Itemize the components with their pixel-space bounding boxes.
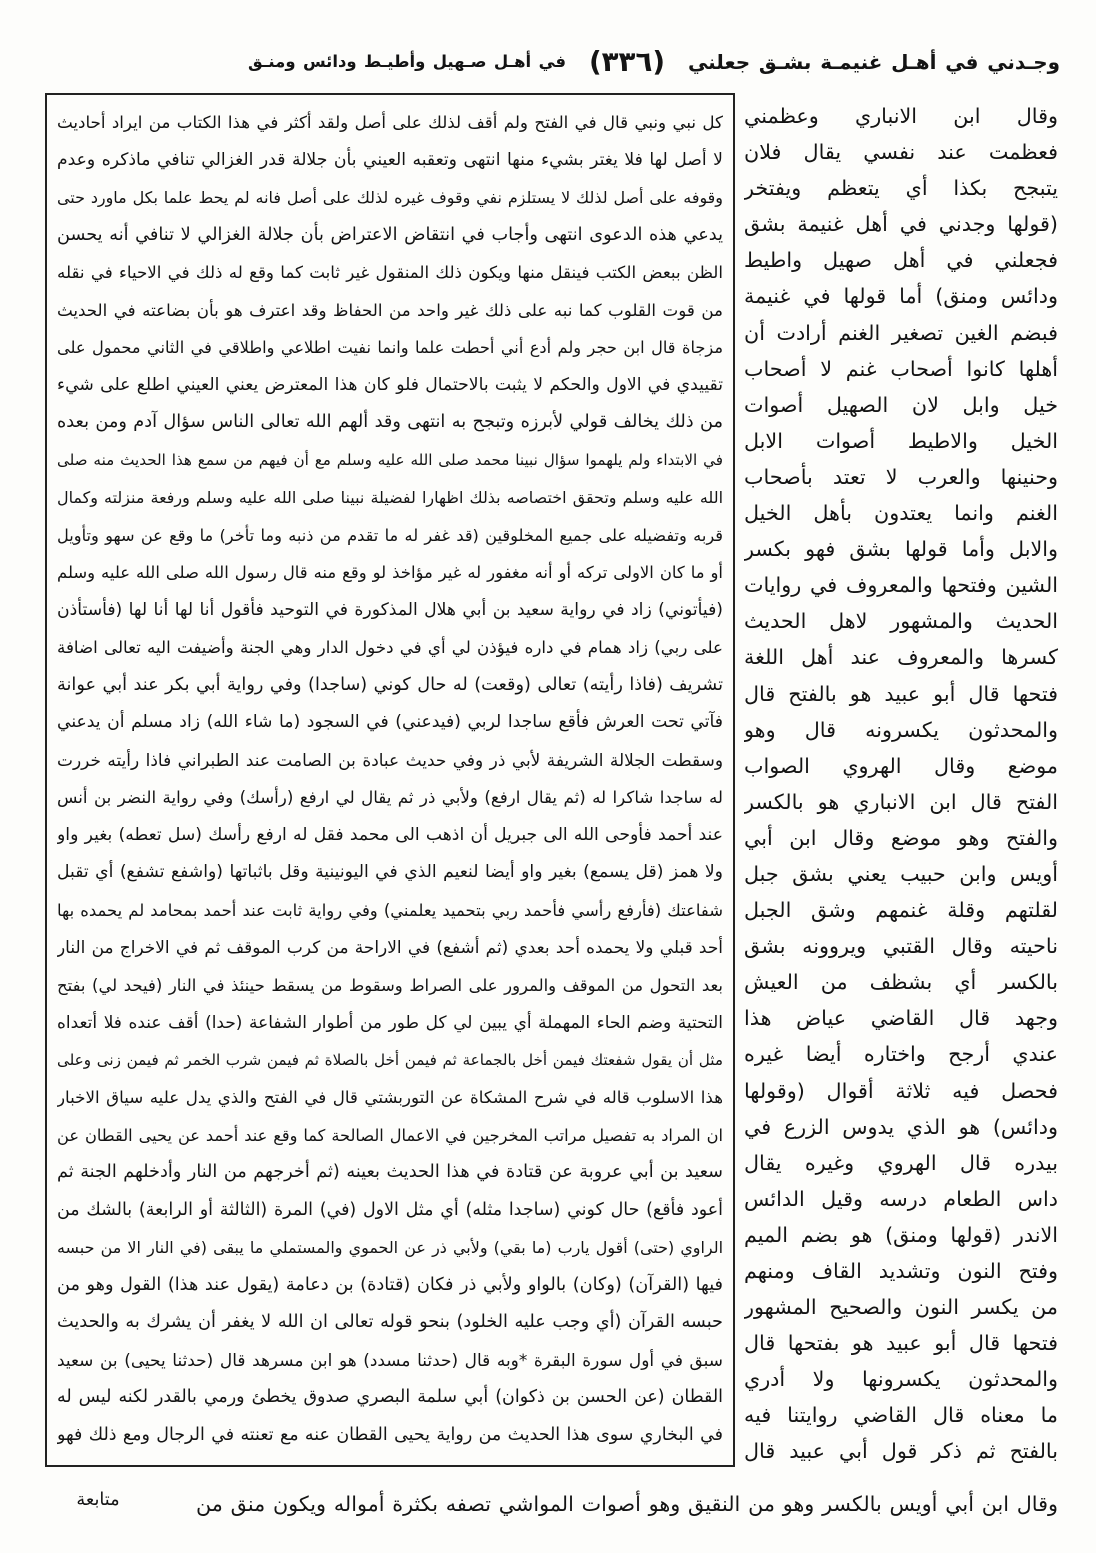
main-text-line: فيها (القرآن) (وكان) بالواو ولأبي ذر فكان (قتادة) بن دعامة (يقول عند هذا) القول وهو من: [57, 1274, 723, 1295]
margin-text-line: والمحدثون يكسرونها ولا أدري: [744, 1367, 1058, 1392]
main-text-line: ان المراد به تفصيل مراتب المخرجين في الاعمال الصالحة كما وقع عند أحمد عن يحيى القطان عن: [57, 1125, 723, 1145]
main-text-line: سبق في أول سورة البقرة *وبه قال (حدثنا مسدد) هو ابن مسرهد قال (حدثنا يحيى) بن سعيد: [57, 1349, 723, 1370]
main-text-line: ولا همز (قل يسمع) بغير واو أيضا لنعيم الذي في اليونينية وقل باثباتها (واشفع تشفع) أي تقبل: [57, 862, 723, 882]
main-text-line: من قوت القلوب كما نبه على ذلك غير واحد من الحفاظ وقد اعترف هو بأن بضاعته في الحديث: [57, 299, 723, 320]
margin-text-line: الخيل والاطيط أصوات الابل: [744, 428, 1058, 453]
main-text-line: أعود فأقع) حال كوني (ساجدا مثله) أي مثل الاول (في) المرة (الثالثة أو الرابعة) بالشك من: [57, 1199, 723, 1220]
margin-text-line: داس الطعام درسه وقيل الدائس: [744, 1186, 1058, 1211]
main-text-line: في الابتداء ولم يلهموا سؤال نبينا محمد صلى الله عليه وسلم مع أن فيهم من سمع هذا الحديث منه صلى: [57, 450, 723, 469]
footer-continuation-line: وقال ابن أبي أويس بالكسر وهو من النقيق وهو أصوات المواشي تصفه بكثرة أمواله ويكون منق من: [196, 1492, 1058, 1516]
main-text-line: سعيد بن أبي عروبة عن قتادة في هذا الحديث بعينه (ثم أخرجهم من النار وأدخلهم الجنة ثم: [57, 1162, 723, 1182]
margin-text-line: وجهد قال القاضي عياض هذا: [744, 1006, 1058, 1031]
main-text-line: وقوفه على أصل لذلك لا يستلزم نفي وقوف غيره لذلك على أصل فانه لم يحط علما بكل ماورد حتى: [57, 188, 723, 207]
margin-text-line: بالفتح ثم ذكر قول أبي عبيد قال: [744, 1439, 1058, 1464]
main-text-line: (فيأتوني) زاد في رواية سعيد بن أبي هلال المذكورة في التوحيد فأقول أنا لها أنا لها (فأستأذن: [57, 599, 723, 620]
margin-text-line: موضع وقال الهروي الصواب: [744, 753, 1058, 778]
main-text-line: الله عليه وسلم وتحقق اختصاصه بذلك اظهارا لفضيلة نبينا صلى الله عليه وسلم ورفعة منزلته وكمال: [57, 488, 723, 507]
margin-text-line: أويس وابن حبيب يعني بشق جبل: [744, 861, 1058, 886]
margin-text-line: وقال ابن الانباري وعظمني: [744, 104, 1058, 128]
margin-text-line: وفتح النون وتشديد القاف ومنهم: [744, 1259, 1058, 1283]
main-text-frame: [45, 93, 735, 1467]
margin-text-line: الاندر (قولها ومنق) هو بضم الميم: [744, 1222, 1058, 1247]
margin-text-line: فعظمت عند نفسي يقال فلان: [744, 140, 1058, 165]
main-text-line: قربه وتفضيله على جميع المخلوقين (قد غفر له ما تقدم من ذنبه وما تأخر) ما وقع عن سهو وتأويل: [57, 525, 723, 545]
main-text-line: وسقطت الجلالة الشريفة لأبي ذر وفي حديث عبادة بن الصامت عند الطبراني فاذا رأيته خررت: [57, 749, 723, 770]
margin-text-line: ما معناه قال القاضي روايتنا فيه: [744, 1403, 1058, 1428]
main-text-line: من ذلك يخالف قولي لأبرزه وتبجح به انتهى وقد ألهم الله تعالى الناس سؤال آدم ومن بعده: [57, 412, 723, 432]
main-text-line: لا أصل لها فلا يغتر بشيء منها انتهى وتعقبه العيني بأن جلالة قدر الغزالي تنافي ماذكره وعدم: [57, 149, 723, 170]
margin-text-line: بالكسر أي بشظف من العيش: [744, 970, 1058, 995]
margin-text-line: الحديث والمشهور لاهل الحديث: [744, 609, 1058, 634]
margin-text-line: يتبجح بكذا أي يتعظم ويفتخر: [744, 176, 1058, 201]
running-head-left: في أهـل صـهيل وأطيـط ودائس ومنـق: [248, 52, 566, 71]
margin-commentary-column: [744, 98, 1058, 1472]
margin-text-line: ناحيته وقال القتبي ويروونه بشق: [744, 934, 1058, 959]
page-number: (٣٣٦): [588, 45, 665, 78]
main-text-line: القطان (عن الحسن بن ذكوان) أبي سلمة البصري صدوق يخطئ ورمي بالقدر لكنه ليس له: [57, 1387, 723, 1407]
margin-text-line: أهلها كانوا أصحاب غنم لا أصحاب: [744, 356, 1058, 381]
main-text-line: مثل أن يقول شفعتك فيمن أخل بالجماعة ثم فيمن أخل بالصلاة ثم فيمن شرب الخمر ثم فيمن زنى وعلى: [57, 1050, 723, 1069]
catchword: متابعة: [76, 1490, 120, 1510]
margin-text-line: فتحها قال أبو عبيد هو بفتحها قال: [744, 1331, 1058, 1356]
margin-text-line: الغنم وانما يعتدون بأهل الخيل: [744, 501, 1058, 526]
margin-text-line: وحنينها والعرب لا تعتد بأصحاب: [744, 464, 1058, 489]
margin-text-line: (قولها وجدني في أهل غنيمة بشق: [744, 212, 1058, 237]
margin-text-line: فتحها قال أبو عبيد هو بالفتح قال: [744, 681, 1058, 706]
main-text-line: في البخاري سوى هذا الحديث من رواية يحيى القطان عنه مع تعنته في الرجال ومع ذلك فهو: [57, 1424, 723, 1445]
main-text-line: له ساجدا شاكرا له (ثم يقال ارفع) ولأبي ذر ثم يقال لي ارفع (رأسك) وفي رواية النضر بن أنس: [57, 787, 723, 807]
margin-text-line: ودائس ومنق) أما قولها في غنيمة: [744, 284, 1058, 309]
margin-text-line: كسرها والمعروف عند أهل اللغة: [744, 645, 1058, 670]
margin-text-line: والابل وأما قولها بشق فهو بكسر: [744, 537, 1058, 562]
main-text-line: تقييدي في الاول والحكم لا يثبت بالاحتمال فلو كان هذا المعترض يعني العيني اطلع على شيء: [57, 374, 723, 395]
main-text-line: فآتي تحت العرش فأقع ساجدا لربي (فيدعني) في السجود (ما شاء الله) زاد مسلم أن يدعني: [57, 712, 723, 732]
main-text-line: عند أحمد فأوحى الله الى جبريل أن اذهب الى محمد فقل له ارفع رأسك (سل تعطه) بغير واو: [57, 824, 723, 845]
margin-text-line: فجعلني في أهل صهيل واطيط: [744, 248, 1058, 273]
margin-text-line: فحصل فيه ثلاثة أقوال (وقولها: [744, 1078, 1058, 1103]
main-text-line: تشريف (فاذا رأيته) تعالى (وقعت) له حال كوني (ساجدا) وفي رواية أبي بكر عند أبي عوانة: [57, 674, 723, 695]
main-text-line: كل نبي ونبي قال في الفتح ولم أقف لذلك على أصل ولقد أكثر في هذا الكتاب من ايراد أحاديث: [57, 112, 723, 132]
main-text-line: مزجاة قال ابن حجر ولم أدع أني أحطت علما وانما نفيت اطلاعي واطلاقي في الثاني محمول على: [57, 338, 723, 357]
main-text-line: الراوي (حتى) أقول يارب (ما بقي) ولأبي ذر عن الحموي والمستملي ما يبقى (في النار الا من حبسه: [57, 1238, 723, 1257]
margin-text-line: بيدره قال الهروي وغيره يقال: [744, 1150, 1058, 1175]
main-text-line: أو ما كان الاولى تركه أو أنه مغفور له غير مؤاخذ لو وقع منه قال رسول الله صلى الله عليه وسلم: [57, 563, 723, 582]
main-text-line: الظن ببعض الكتب فينقل منها ويكون ذلك المنقول غير ثابت كما وقع له ذلك في الاحياء في نقله: [57, 262, 723, 282]
main-text-line: على ربي) زاد همام في داره فيؤذن لي أي في دخول الدار وهي الجنة وأضيفت اليه تعالى اضافة: [57, 637, 723, 657]
main-text-line: يدعي هذه الدعوى انتهى وأجاب في انتقاض الاعتراض بأن جلالة الغزالي لا تنافي أنه يحسن: [57, 224, 723, 245]
main-text-line: التحتية وضم الحاء المهملة أي يبين لي كل طور من أطوار الشفاعة (حدا) أقف عنده فلا أتعداه: [57, 1012, 723, 1032]
margin-text-line: الشين وفتحها والمعروف في روايات: [744, 573, 1058, 598]
margin-text-line: خيل وابل لان الصهيل أصوات: [744, 392, 1058, 417]
main-text-line: أحد قبلي ولا يحمده أحد بعدي (ثم أشفع) في الاراحة من كرب الموقف ثم في الاخراج من النار: [57, 937, 723, 957]
running-head-right: وجـدني في أهـل غنيمـة بشـق جعلني: [688, 50, 1060, 74]
margin-text-line: والفتح وهو موضع وقال ابن أبي: [744, 825, 1058, 850]
margin-text-line: الفتح قال ابن الانباري هو بالكسر: [744, 789, 1058, 814]
main-text-line: حبسه القرآن (أي وجب عليه الخلود) بنحو قوله تعالى ان الله لا يغفر أن يشرك به والحديث: [57, 1312, 723, 1332]
margin-text-line: عندي أرجح واختاره أيضا غيره: [744, 1042, 1058, 1067]
margin-text-line: والمحدثون يكسرونه قال وهو: [744, 717, 1058, 742]
running-head: [248, 38, 1060, 86]
main-text-line: هذا الاسلوب قاله في شرح المشكاة عن التوربشتي قال في الفتح والذي يدل عليه سياق الاخبار: [57, 1087, 723, 1107]
main-text-line: شفاعتك (فأرفع رأسي فأحمد ربي بتحميد يعلمني) وفي رواية ثابت عند أحمد بمحامد لم يحمده بها: [57, 900, 723, 920]
margin-text-line: فبضم الغين تصغير الغنم أرادت أن: [744, 320, 1058, 345]
main-text-line: بعد التحول من الموقف والمرور على الصراط وسقوط من يسقط حينئذ في النار (فيحد لي) بفتح: [57, 975, 723, 995]
margin-text-line: لقلتهم وقلة غنمهم وشق الجبل: [744, 898, 1058, 923]
margin-text-line: من يكسر النون والصحيح المشهور: [744, 1295, 1058, 1320]
margin-text-line: ودائس) هو الذي يدوس الزرع في: [744, 1114, 1058, 1139]
